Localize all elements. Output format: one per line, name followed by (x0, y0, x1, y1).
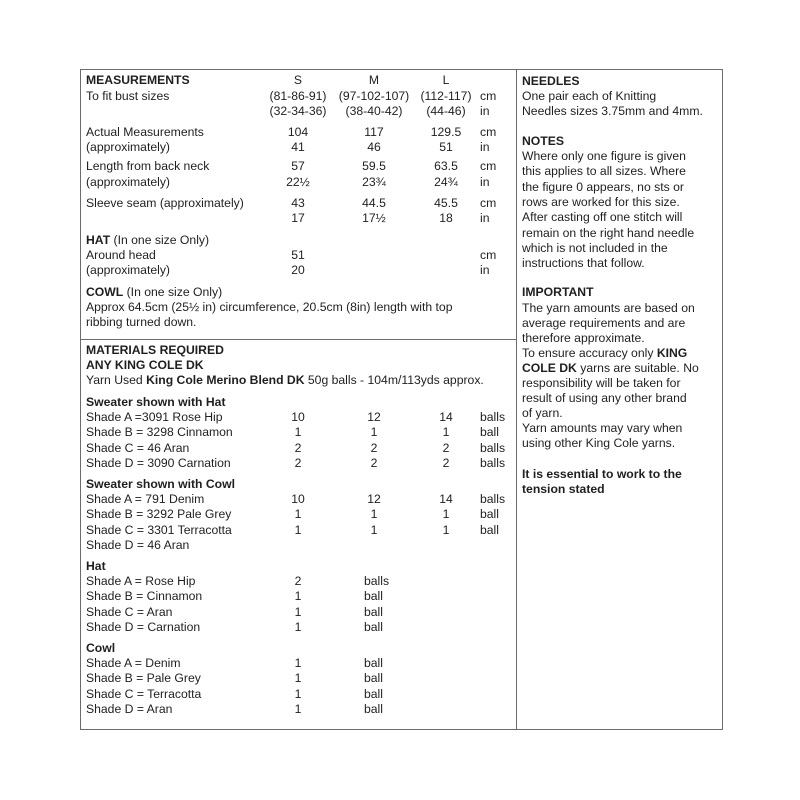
length-in-m: 23¾ (362, 175, 386, 189)
length-in-s: 22½ (286, 175, 310, 189)
shade-label: Shade B = 3292 Pale Grey (86, 507, 232, 522)
needles-line: One pair each of Knitting (522, 89, 657, 103)
section-divider (80, 339, 517, 340)
bust-cm-m: (97-102-107) (338, 89, 410, 103)
qty-l: 2 (442, 455, 450, 470)
qty-s: 1 (294, 507, 302, 522)
qty-s: 10 (291, 492, 305, 506)
important-line: average requirements and are (522, 316, 686, 330)
bust-in-s: (32-34-36) (269, 104, 327, 118)
length-unit-cm: cm (480, 159, 497, 173)
hat-size-heading: HAT (In one size Only) (86, 233, 210, 247)
size-m-header: M (368, 73, 380, 87)
sleeve-in-m: 17½ (362, 211, 386, 225)
shade-label: Shade B = Pale Grey (86, 671, 201, 686)
length-label: Length from back neck (86, 159, 210, 173)
size-l-header: L (442, 73, 450, 87)
yarn-used-line: Yarn Used King Cole Merino Blend DK 50g balls - 104m/113yds approx. (86, 373, 484, 387)
hat-cm-value: 51 (291, 248, 305, 262)
shade-label: Shade D = 46 Aran (86, 537, 190, 552)
notes-heading: NOTES (522, 134, 564, 148)
actual-in-m: 46 (367, 140, 381, 154)
hat-materials-title: Hat (86, 559, 106, 573)
cowl-materials-title: Cowl (86, 641, 116, 655)
shade-label: Shade A = Rose Hip (86, 574, 196, 588)
materials-heading: MATERIALS REQUIRED (86, 343, 224, 357)
shade-label: Shade C = 3301 Terracotta (86, 522, 232, 537)
actual-cm-m: 117 (364, 125, 384, 139)
notes-line: remain on the right hand needle (522, 225, 695, 240)
qty-unit: balls (480, 410, 506, 424)
qty-l: 14 (439, 410, 453, 424)
hat-around-label: Around head (86, 248, 156, 262)
bust-cm-l: (112-117) (420, 89, 472, 103)
important-line: using other King Cole yarns. (522, 436, 676, 450)
actual-in-l: 51 (439, 140, 453, 154)
qty-m: 2 (370, 440, 378, 455)
qty: 1 (294, 701, 302, 716)
important-line: Yarn amounts may vary when (522, 421, 683, 435)
shade-label: Shade C = Terracotta (86, 686, 202, 701)
shade-label: Shade D = Aran (86, 701, 173, 716)
shade-label: Shade A =3091 Rose Hip (86, 410, 223, 424)
actual-label-approx: (approximately) (86, 140, 170, 154)
qty-unit: ball (364, 589, 383, 604)
qty: 1 (294, 686, 302, 701)
qty-unit: ball (364, 701, 383, 716)
bust-cm-s: (81-86-91) (269, 89, 327, 103)
sleeve-label: Sleeve seam (approximately) (86, 196, 244, 210)
qty-m: 12 (367, 492, 381, 506)
actual-cm-s: 104 (287, 125, 309, 139)
qty-s: 10 (291, 410, 305, 424)
important-line: To ensure accuracy only KING (522, 346, 688, 360)
notes-line: After casting off one stitch will (522, 210, 683, 225)
tension-note: tension stated (522, 482, 605, 496)
qty: 1 (294, 619, 302, 634)
qty-unit: balls (480, 492, 506, 506)
qty-s: 2 (294, 455, 302, 470)
sleeve-cm-s: 43 (291, 196, 305, 210)
qty-s: 2 (294, 440, 302, 455)
shade-label: Shade C = Aran (86, 604, 173, 619)
length-unit-in: in (480, 175, 490, 189)
qty-unit: ball (480, 425, 499, 440)
sweater-hat-title: Sweater shown with Hat (86, 395, 226, 409)
qty-m: 12 (367, 410, 381, 424)
cowl-size-line: Approx 64.5cm (25½ in) circumference, 20.5cm (8in) length with top (86, 300, 453, 314)
materials-subheading: ANY KING COLE DK (86, 358, 204, 372)
shade-label: Shade C = 46 Aran (86, 440, 190, 455)
actual-unit-in: in (480, 140, 490, 154)
important-line: of yarn. (522, 406, 563, 420)
actual-unit-cm: cm (480, 125, 497, 139)
notes-line: the figure 0 appears, no sts or (522, 179, 684, 194)
qty-unit: balls (480, 455, 506, 470)
qty-unit: ball (364, 619, 383, 634)
sleeve-unit-cm: cm (480, 196, 497, 210)
important-line: result of using any other brand (522, 391, 687, 405)
qty-m: 1 (370, 507, 378, 522)
actual-cm-l: 129.5 (430, 125, 462, 139)
qty: 2 (294, 574, 302, 588)
important-line: responsibility will be taken for (522, 376, 681, 390)
column-divider (516, 69, 517, 730)
qty-m: 1 (370, 425, 378, 440)
sleeve-in-l: 18 (439, 211, 453, 225)
bust-in-l: (44-46) (426, 104, 466, 118)
qty-s: 1 (294, 522, 302, 537)
shade-label: Shade A = Denim (86, 656, 181, 670)
size-s-header: S (293, 73, 303, 87)
qty-m: 2 (370, 455, 378, 470)
qty-l: 1 (442, 507, 450, 522)
notes-line: instructions that follow. (522, 256, 645, 271)
length-label-approx: (approximately) (86, 175, 170, 189)
needles-heading: NEEDLES (522, 74, 580, 88)
needles-line: Needles sizes 3.75mm and 4mm. (522, 104, 703, 118)
length-cm-s: 57 (291, 159, 305, 173)
qty-s: 1 (294, 425, 302, 440)
actual-in-s: 41 (291, 140, 305, 154)
shade-label: Shade A = 791 Denim (86, 492, 205, 506)
bust-unit-in: in (480, 104, 490, 118)
qty: 1 (294, 671, 302, 686)
qty-l: 1 (442, 425, 450, 440)
tension-note: It is essential to work to the (522, 467, 682, 481)
hat-approx-label: (approximately) (86, 263, 170, 277)
hat-unit-cm: cm (480, 248, 497, 262)
qty-l: 2 (442, 440, 450, 455)
bust-unit-cm: cm (480, 89, 497, 103)
important-line: therefore approximate. (522, 331, 645, 345)
qty-l: 14 (439, 492, 453, 506)
shade-label: Shade D = Carnation (86, 619, 201, 634)
qty-unit: balls (480, 440, 506, 455)
qty-m: 1 (370, 522, 378, 537)
qty-unit: ball (480, 522, 499, 537)
cowl-size-line: ribbing turned down. (86, 315, 197, 329)
qty-l: 1 (442, 522, 450, 537)
measurements-heading: MEASUREMENTS (86, 73, 190, 87)
shade-label: Shade B = Cinnamon (86, 589, 203, 604)
important-heading: IMPORTANT (522, 285, 594, 299)
length-cm-m: 59.5 (362, 159, 386, 173)
notes-line: this applies to all sizes. Where (522, 164, 686, 179)
qty-unit: ball (364, 656, 383, 670)
actual-label: Actual Measurements (86, 125, 204, 139)
qty-unit: ball (364, 671, 383, 686)
sleeve-cm-l: 45.5 (434, 196, 458, 210)
sleeve-cm-m: 44.5 (362, 196, 386, 210)
cowl-size-heading: COWL (In one size Only) (86, 285, 223, 299)
qty: 1 (294, 604, 302, 619)
qty: 1 (294, 589, 302, 604)
notes-line: which is not included in the (522, 240, 668, 255)
qty-unit: ball (364, 604, 383, 619)
qty: 1 (294, 656, 302, 670)
sleeve-unit-in: in (480, 211, 490, 225)
qty-unit: ball (364, 686, 383, 701)
important-line: The yarn amounts are based on (522, 301, 695, 315)
bust-in-m: (38-40-42) (345, 104, 403, 118)
hat-in-value: 20 (291, 263, 305, 277)
important-line: COLE DK yarns are suitable. No (522, 361, 699, 375)
qty-unit: balls (364, 574, 390, 588)
sleeve-in-s: 17 (291, 211, 305, 225)
notes-line: rows are worked for this size. (522, 194, 680, 209)
shade-label: Shade D = 3090 Carnation (86, 455, 231, 470)
hat-unit-in: in (480, 263, 490, 277)
length-cm-l: 63.5 (434, 159, 458, 173)
notes-line: Where only one figure is given (522, 149, 686, 163)
shade-label: Shade B = 3298 Cinnamon (86, 425, 233, 440)
length-in-l: 24¾ (434, 175, 458, 189)
qty-unit: ball (480, 507, 499, 522)
sweater-cowl-title: Sweater shown with Cowl (86, 477, 235, 491)
bust-label: To fit bust sizes (86, 89, 170, 103)
